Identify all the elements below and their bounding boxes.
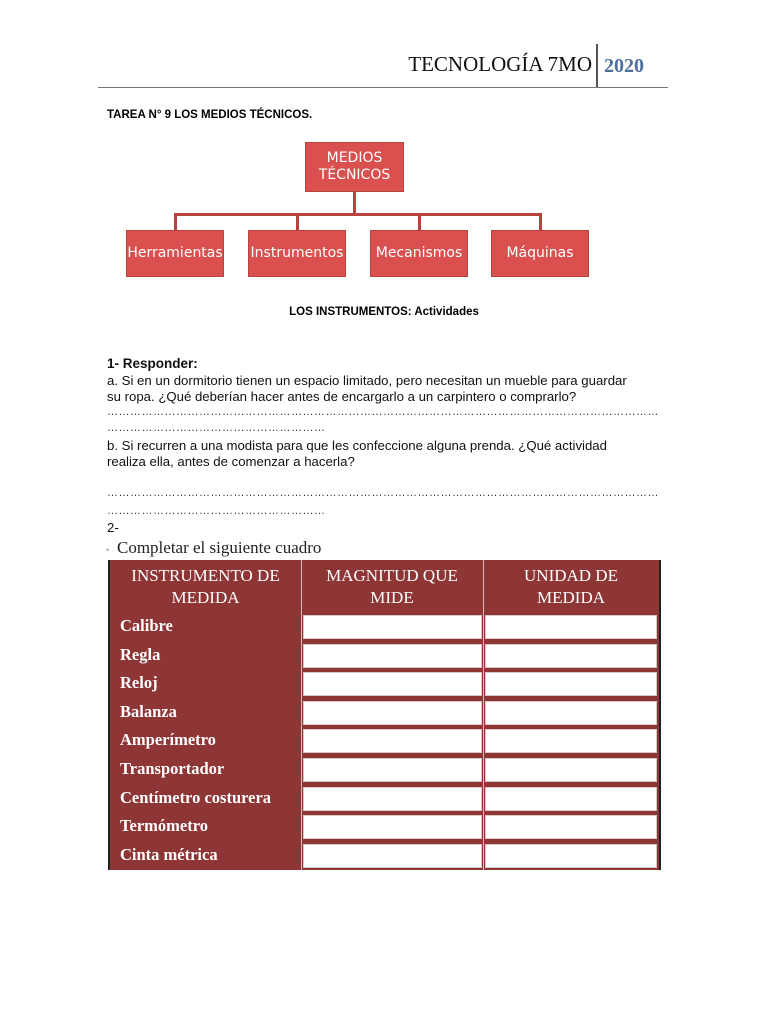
- header-line: INSTRUMENTO DE: [131, 566, 280, 585]
- connector-child-3: [418, 213, 421, 230]
- magnitud-answer-cell[interactable]: [303, 844, 482, 868]
- header-line: MAGNITUD QUE: [326, 566, 458, 585]
- magnitud-answer-cell[interactable]: [303, 815, 482, 839]
- table-header-instrumento: [110, 565, 301, 609]
- magnitud-answer-cell[interactable]: [303, 672, 482, 696]
- task-title: TAREA N° 9 LOS MEDIOS TÉCNICOS.: [107, 109, 313, 121]
- question-a-line1: a. Si en un dormitorio tienen un espacio limitado, pero necesitan un mueble para guardar: [107, 373, 627, 388]
- diagram-node-mecanismos: Mecanismos: [370, 230, 468, 277]
- magnitud-answer-cell[interactable]: [303, 758, 482, 782]
- root-label-line2: TÉCNICOS: [318, 167, 391, 183]
- connector-child-2: [296, 213, 299, 230]
- section-title: LOS INSTRUMENTOS: Actividades: [289, 306, 479, 318]
- unidad-answer-cell[interactable]: [485, 701, 657, 725]
- question-a-line2: su ropa. ¿Qué deberían hacer antes de encargarlo a un carpintero o comprarlo?: [107, 389, 577, 404]
- diagram-node-instrumentos: Instrumentos: [248, 230, 346, 277]
- table-header-unidad: [483, 565, 659, 609]
- activity2-instruction: Completar el siguiente cuadro: [117, 538, 322, 557]
- activity1-heading: 1- Responder:: [107, 356, 198, 371]
- magnitud-answer-cell[interactable]: [303, 701, 482, 725]
- header-divider: [596, 44, 598, 88]
- question-b-line1: b. Si recurren a una modista para que les confeccione alguna prenda. ¿Qué actividad: [107, 438, 607, 453]
- answer-line-a2: …………………………………………………: [107, 422, 326, 434]
- diagram-node-maquinas: Máquinas: [491, 230, 589, 277]
- connector-horizontal: [174, 213, 542, 216]
- answer-line-b1: ………………………………………………………………………………………………………………………………: [107, 487, 659, 499]
- magnitud-answer-cell[interactable]: [303, 729, 482, 753]
- magnitud-answer-cell[interactable]: [303, 615, 482, 639]
- row-label: Amperímetro: [120, 730, 216, 750]
- unidad-answer-cell[interactable]: [485, 672, 657, 696]
- answer-line-b2: …………………………………………………: [107, 505, 326, 517]
- header-line: MEDIDA: [171, 588, 240, 607]
- header-line: UNIDAD DE: [524, 566, 618, 585]
- question-b-line2: realiza ella, antes de comenzar a hacerla?: [107, 454, 355, 469]
- header-line: MIDE: [370, 588, 414, 607]
- activity2-heading: 2-: [107, 520, 119, 535]
- root-label-line1: MEDIOS: [326, 150, 383, 167]
- diagram-root-node: [305, 142, 404, 192]
- unidad-answer-cell[interactable]: [485, 815, 657, 839]
- unidad-answer-cell[interactable]: [485, 787, 657, 811]
- row-label: Balanza: [120, 701, 177, 721]
- bullet-icon: •: [106, 545, 110, 555]
- magnitud-answer-cell[interactable]: [303, 644, 482, 668]
- unidad-answer-cell[interactable]: [485, 615, 657, 639]
- measurement-table: [108, 560, 661, 870]
- row-label: Regla: [120, 644, 161, 664]
- connector-child-4: [539, 213, 542, 230]
- unidad-answer-cell[interactable]: [485, 729, 657, 753]
- header-rule: [98, 87, 668, 88]
- row-label: Transportador: [120, 759, 225, 778]
- row-label: Cinta métrica: [120, 844, 218, 864]
- magnitud-answer-cell[interactable]: [303, 787, 482, 811]
- row-label: Centímetro costurera: [120, 787, 272, 807]
- header-line: MEDIDA: [537, 588, 605, 607]
- document-header-title: TECNOLOGÍA 7MO: [408, 52, 592, 76]
- row-label: Reloj: [120, 673, 158, 693]
- unidad-answer-cell[interactable]: [485, 758, 657, 782]
- connector-child-1: [174, 213, 177, 230]
- table-header-magnitud: [301, 565, 483, 609]
- connector-root-stem: [353, 192, 356, 214]
- row-label: Termómetro: [120, 816, 208, 836]
- row-label: Calibre: [120, 616, 173, 635]
- unidad-answer-cell[interactable]: [485, 644, 657, 668]
- unidad-answer-cell[interactable]: [485, 844, 657, 868]
- document-year: 2020: [604, 55, 644, 77]
- diagram-node-herramientas: Herramientas: [126, 230, 224, 277]
- answer-line-a1: ………………………………………………………………………………………………………………………………: [107, 406, 659, 418]
